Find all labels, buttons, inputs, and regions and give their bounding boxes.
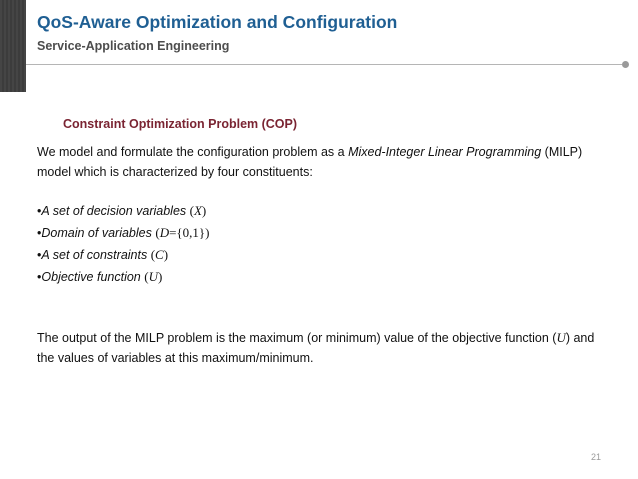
math-close: ) bbox=[163, 247, 169, 262]
math-symbol bbox=[556, 330, 565, 345]
intro-text-2: (MILP) model which is characterized by four constituents: bbox=[37, 145, 583, 179]
math-open: ( bbox=[189, 203, 194, 218]
list-item bbox=[37, 200, 209, 222]
title-sidebar-block bbox=[0, 0, 26, 92]
list-item-text: A set of constraints bbox=[41, 248, 151, 262]
math-close: ) bbox=[201, 203, 207, 218]
bullet-marker: • bbox=[37, 248, 42, 262]
intro-text-1: We model and formulate the configuration problem as a bbox=[37, 145, 349, 159]
slide-title: QoS-Aware Optimization and Configuration bbox=[37, 12, 398, 32]
math-open: ( bbox=[150, 247, 156, 262]
math-expression bbox=[155, 225, 209, 240]
page-number: 21 bbox=[591, 452, 602, 462]
constituents-list bbox=[37, 200, 209, 288]
math-symbol-u: U bbox=[556, 330, 566, 345]
divider-end-dot bbox=[622, 61, 629, 68]
bullet-marker: • bbox=[37, 204, 42, 218]
math-symbol: C bbox=[155, 247, 164, 262]
list-item-text: A set of decision variables bbox=[41, 204, 190, 218]
conclusion-text-2: ) and the values of variables at this maximum/minimum. bbox=[37, 331, 595, 365]
math-close: ) bbox=[157, 269, 163, 284]
bullet-marker: • bbox=[37, 270, 42, 284]
section-heading: Constraint Optimization Problem (COP) bbox=[63, 117, 298, 131]
list-item-text: Objective function bbox=[41, 270, 145, 284]
conclusion-paragraph bbox=[37, 328, 597, 368]
intro-paragraph bbox=[37, 142, 597, 182]
math-expression bbox=[144, 269, 162, 284]
math-close: ={0,1}) bbox=[169, 225, 210, 240]
list-item bbox=[37, 222, 209, 244]
math-symbol: X bbox=[193, 203, 202, 218]
list-item-text: Domain of variables bbox=[41, 226, 156, 240]
math-symbol: D bbox=[159, 225, 170, 240]
header-divider bbox=[26, 64, 622, 65]
math-symbol: U bbox=[148, 269, 158, 284]
slide-subtitle: Service-Application Engineering bbox=[37, 39, 230, 53]
math-expression bbox=[190, 203, 207, 218]
conclusion-text-1: The output of the MILP problem is the maximum (or minimum) value of the objective function ( bbox=[37, 331, 557, 345]
bullet-marker: • bbox=[37, 226, 42, 240]
math-expression bbox=[151, 247, 168, 262]
list-item bbox=[37, 266, 209, 288]
math-open: ( bbox=[144, 269, 149, 284]
math-open: ( bbox=[155, 225, 160, 240]
intro-emphasis: Mixed-Integer Linear Programming bbox=[348, 145, 542, 159]
list-item bbox=[37, 244, 209, 266]
